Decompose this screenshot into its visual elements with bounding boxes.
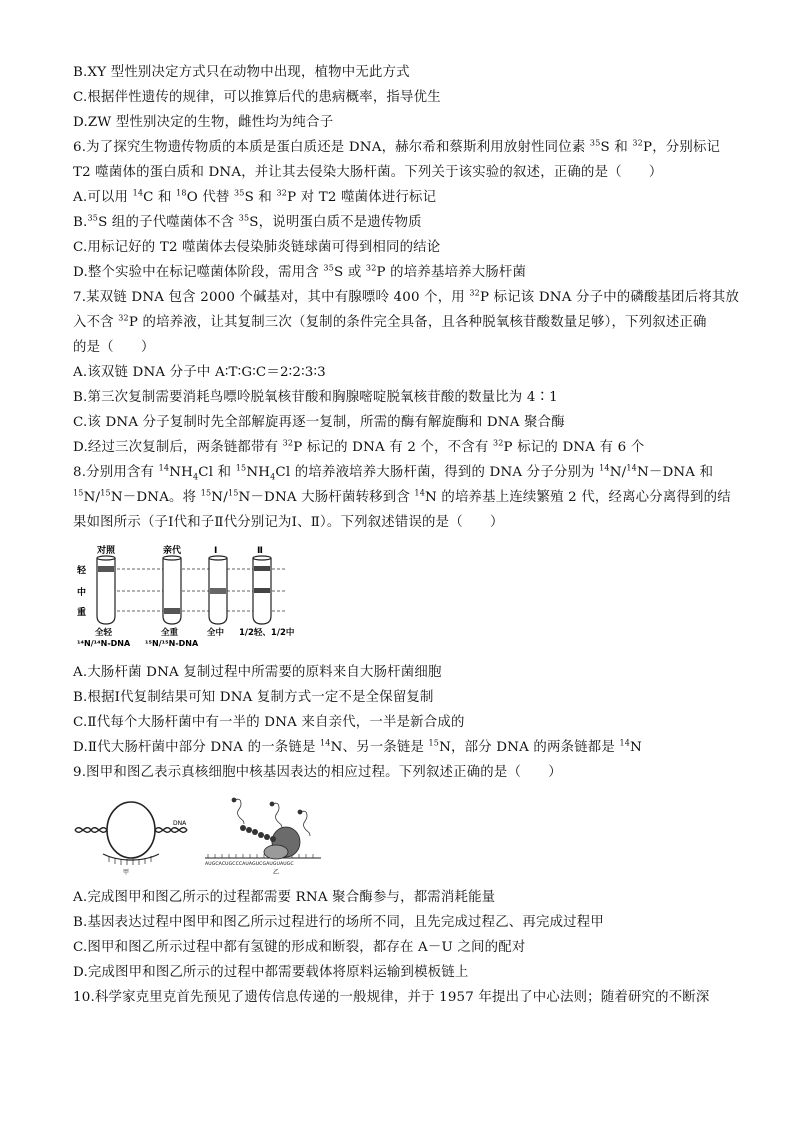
rna-strand [103,854,159,860]
dna-label-15n: ¹⁵N/¹⁵N-DNA [145,639,199,648]
band-gen2-middle [254,588,270,593]
q6-option-a: A.可以用 $^{14}$C 和 $^{18}$O 代替 $^{35}$S 和 $^{32}$P 对 T2 噬菌体进行标记 [73,188,437,205]
col-header-gen1: Ⅰ [214,546,218,556]
q6-option-b: B.$^{35}$S 组的子代噬菌体不含 $^{35}$S，说明蛋白质不是遗传物质 [73,213,422,230]
row-label-middle: 中 [77,588,87,598]
dna-label: DNA [173,820,187,827]
transcription-diagram [75,802,187,865]
q7-stem-line2: 入不含 $^{32}$P 的培养液，让其复制三次（复制的条件完全具备，且各种脱氧核苷酸数量足够），下列叙述正确 [73,313,707,330]
q9-option-d: D.完成图甲和图乙所示的过程中都需要载体将原料运输到模板链上 [73,965,469,980]
q8-option-a: A.大肠杆菌 DNA 复制过程中所需要的原料来自大肠杆菌细胞 [73,665,442,680]
q6-option-c: C.用标记好的 T2 噬菌体去侵染肺炎链球菌可得到相同的结论 [73,240,441,255]
q5-option-d: D.ZW 型性别决定的生物，雌性均为纯合子 [73,115,334,130]
q7-option-b: B.第三次复制需要消耗鸟嘌呤脱氧核苷酸和胸腺嘧啶脱氧核苷酸的数量比为 4∶1 [73,390,558,405]
q7-option-d: D.经过三次复制后，两条链都带有 $^{32}$P 标记的 DNA 有 2 个，不含有 $^{32}$P 标记的 DNA 有 6 个 [73,438,645,455]
q8-stem-line3: 果如图所示（子Ⅰ代和子Ⅱ代分别记为Ⅰ、Ⅱ）。下列叙述错误的是（ ） [73,515,504,530]
q6-stem-line2: T2 噬菌体的蛋白质和 DNA，并让其去侵染大肠杆菌。下列关于该实验的叙述，正确的是（ ） [73,165,663,180]
q6-option-d: D.整个实验中在标记噬菌体阶段，需用含 $^{35}$S 或 $^{32}$P 的培养基培养大肠杆菌 [73,263,527,280]
band-gen2-light [254,566,270,571]
bottom-label-control: 全轻 [95,628,113,638]
col-header-parent: 亲代 [163,546,182,556]
caption-a: 甲 [123,869,130,876]
q10-stem: 10.科学家克里克首先预见了遗传信息传递的一般规律，并于 1957 年提出了中心法则；随着研究的不断深 [73,990,710,1005]
col-header-control: 对照 [97,546,116,556]
peptide-chain [240,825,276,842]
q7-stem-line1: 7.某双链 DNA 包含 2000 个碱基对，其中有腺嘌呤 400 个，用 $^{32}$P 标记该 DNA 分子中的磷酸基团后将其放 [73,288,740,305]
q5-option-c: C.根据伴性遗传的规律，可以推算后代的患病概率，指导优生 [73,90,441,105]
band-gen1-middle [210,588,226,594]
q8-option-c: C.Ⅱ代每个大肠杆菌中有一半的 DNA 来自亲代，一半是新合成的 [73,715,465,730]
row-label-heavy: 重 [77,608,87,618]
q8-stem-line2: $^{15}$N/$^{15}$N－DNA。将 $^{15}$N/$^{15}$N－DNA 大肠杆菌转移到含 $^{14}$N 的培养基上连续繁殖 2 代，经离心分离得到的结 [73,488,731,505]
col-header-gen2: Ⅱ [257,546,263,556]
band-parent-heavy [164,608,180,614]
row-label-light: 轻 [77,566,87,576]
q8-option-d: D.Ⅱ代大肠杆菌中部分 DNA 的一条链是 $^{14}$N、另一条链是 $^{15}$N，部分 DNA 的两条链都是 $^{14}$N [73,738,642,755]
bottom-label-gen1: 全中 [207,628,225,638]
ribosome-small-subunit [264,845,288,859]
bottom-label-parent: 全重 [161,628,179,638]
q9-stem: 9.图甲和图乙表示真核细胞中核基因表达的相应过程。下列叙述正确的是（ ） [73,765,562,780]
transcription-bubble [107,802,155,858]
q7-stem-line3: 的是（ ） [73,340,155,355]
q6-stem-line1: 6.为了探究生物遗传物质的本质是蛋白质还是 DNA，赫尔希和蔡斯利用放射性同位素 $^{35}$S 和 $^{32}$P，分别标记 [73,138,721,155]
mrna-sequence: AUGCACUGCCCAUAGUCGAUGUAUGC [205,862,294,867]
band-control-light [98,566,114,572]
q7-option-a: A.该双链 DNA 分子中 A∶T∶G∶C＝2∶2∶3∶3 [73,365,326,380]
bottom-label-gen2: 1/2轻、1/2中 [239,628,295,638]
q9-option-c: C.图甲和图乙所示过程中都有氢键的形成和断裂，都存在 A－U 之间的配对 [73,940,526,955]
q9-option-a: A.完成图甲和图乙所示的过程都需要 RNA 聚合酶参与，都需消耗能量 [73,890,496,905]
caption-b: 乙 [273,869,280,876]
q5-option-b: B.XY 型性别决定方式只在动物中出现，植物中无此方式 [73,65,410,80]
translation-diagram [205,798,321,867]
q8-stem-line1: 8.分别用含有 $^{14}NH_4Cl$ 和 $^{15}NH_4Cl$ 的培养液培养大肠杆菌，得到的 DNA 分子分别为 $^{14}$N/$^{14}$N－DNA 和 [73,463,714,482]
q7-option-c: C.该 DNA 分子复制时先全部解旋再逐一复制，所需的酶有解旋酶和 DNA 聚合酶 [73,415,565,430]
q9-option-b: B.基因表达过程中图甲和图乙所示过程进行的场所不同，且先完成过程乙、再完成过程甲 [73,915,604,930]
dna-label-14n: ¹⁴N/¹⁴N-DNA [77,639,131,648]
q8-option-b: B.根据Ⅰ代复制结果可知 DNA 复制方式一定不是全保留复制 [73,690,434,705]
centrifuge-tubes-figure [75,544,297,648]
gene-expression-figure [73,792,323,876]
